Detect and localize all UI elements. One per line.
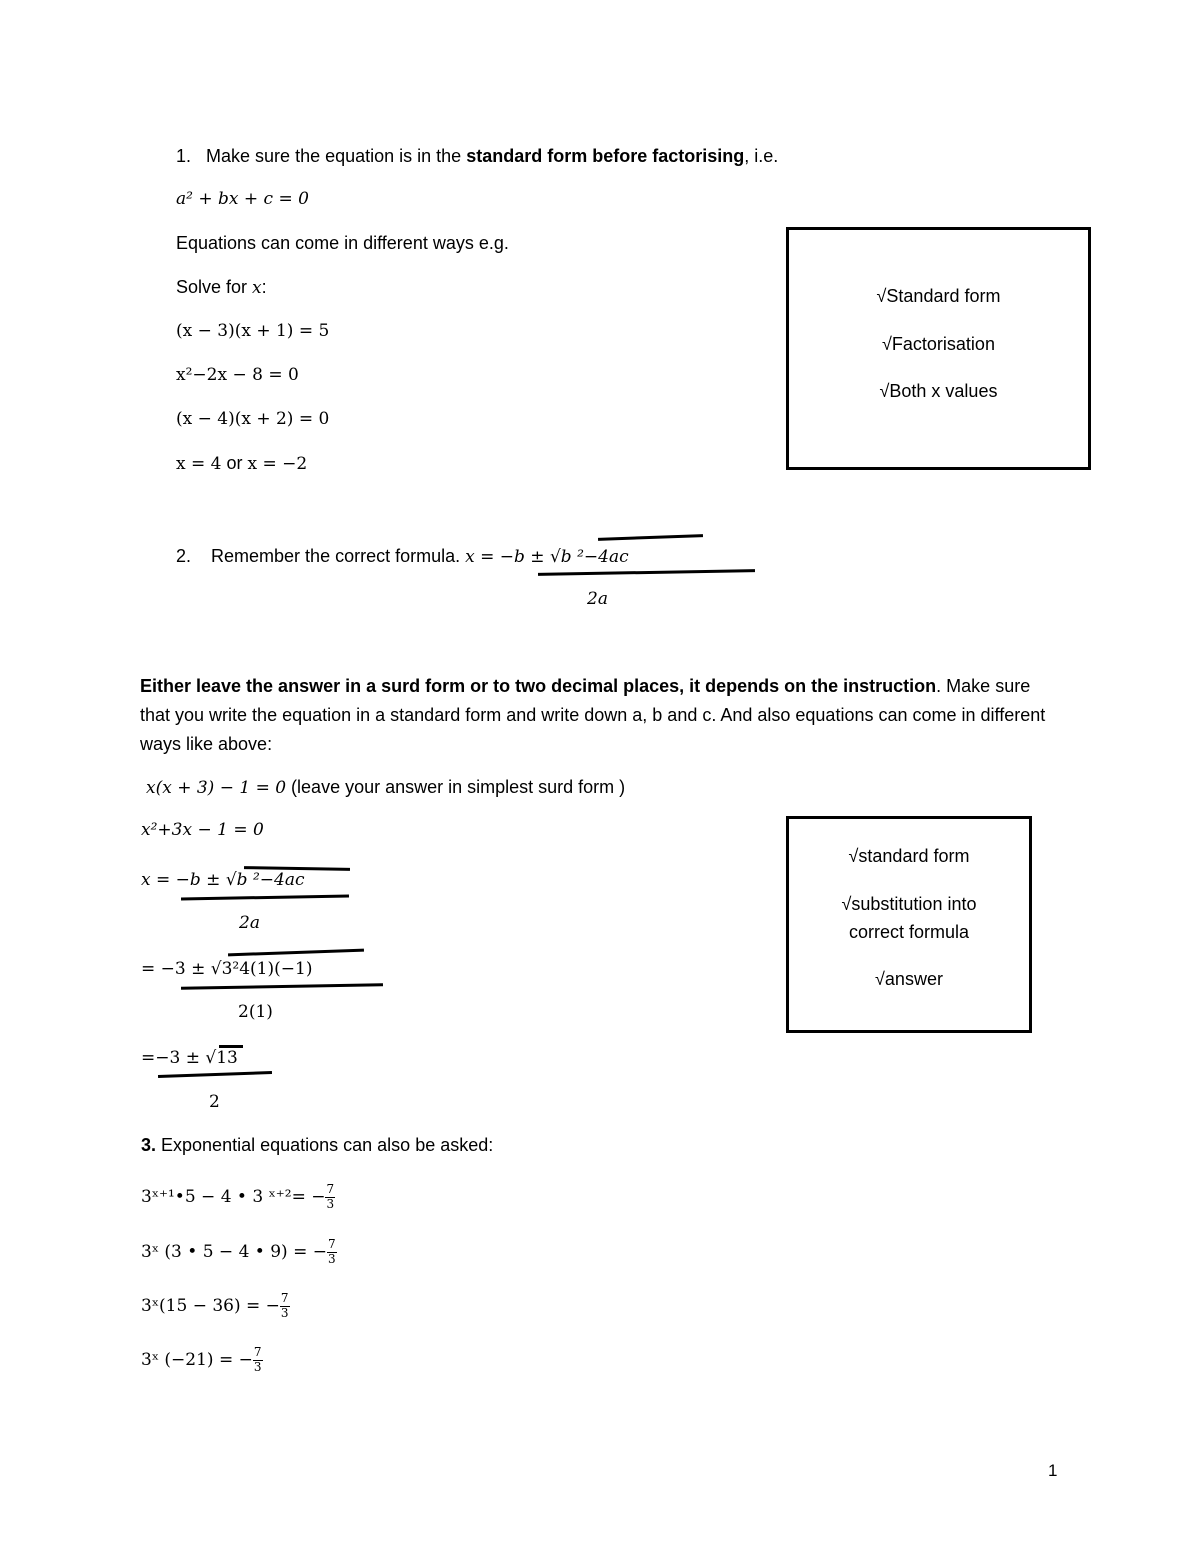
check-standard-form-2: √standard form (848, 846, 970, 866)
instruction-bold: Either leave the answer in a surd form or to two decimal places, it depends on the instruction (140, 676, 937, 696)
example-note: (leave your answer in simplest surd form ) (286, 777, 626, 797)
solve-var: x (252, 278, 262, 298)
exp-lhs: 3ˣ (3 • 5 − 4 • 9) = − (141, 1241, 327, 1262)
fraction-den: 3 (280, 1305, 289, 1320)
item-3-number: 3. (141, 1135, 157, 1155)
item-1-number: 1. (176, 146, 192, 166)
solve-for-label (176, 277, 267, 299)
formula-radicand: b ²−4ac (560, 547, 629, 567)
standard-form-equation: a² + bx + c = 0 (176, 189, 309, 209)
sub-denominator: 2(1) (238, 1002, 273, 1022)
exp-line-4 (141, 1346, 263, 1375)
item-3-text: Exponential equations can also be asked: (156, 1135, 494, 1155)
checklist-box-2 (786, 816, 1032, 1033)
exp-lhs: 3ˣ⁺¹•5 − 4 • 3 ˣ⁺²= − (141, 1186, 326, 1207)
fraction (280, 1292, 290, 1321)
solve-colon: : (261, 277, 267, 297)
check-standard-form: √Standard form (876, 286, 1001, 306)
intro-text: Make sure the equation is in the (206, 146, 467, 166)
fraction (253, 1346, 263, 1375)
check-correct-formula: correct formula (848, 922, 970, 942)
ans-lhs: =−3 ± √ (141, 1048, 217, 1068)
fraction-num: 7 (326, 1182, 335, 1196)
checklist-box-1 (786, 227, 1091, 470)
sub-radicand: 3²4(1)(−1) (221, 959, 313, 979)
ans-fraction-bar (158, 1071, 272, 1078)
check-factorisation: √Factorisation (882, 334, 995, 354)
answer-or: or (221, 453, 248, 473)
fraction-num: 7 (327, 1237, 336, 1251)
fraction-den: 3 (326, 1196, 335, 1211)
quad-radicand: b ²−4ac (236, 870, 305, 890)
ans-radical-bar (219, 1045, 243, 1048)
substitution-numerator (141, 958, 312, 980)
item-2-number: 2. (176, 546, 192, 566)
answer-numerator (141, 1047, 238, 1069)
step-2: x²−2x − 8 = 0 (176, 365, 299, 385)
ans-radicand: 13 (216, 1048, 238, 1068)
page-number: 1 (1048, 1461, 1058, 1480)
step-3: (x − 4)(x + 2) = 0 (176, 409, 330, 429)
fraction-den: 3 (327, 1251, 336, 1266)
formula-denominator: 2a (587, 589, 608, 609)
fraction (325, 1183, 335, 1212)
exp-line-1 (141, 1183, 335, 1212)
quadratic-formula-numerator (141, 869, 304, 891)
fraction-den: 3 (253, 1359, 262, 1374)
instruction-paragraph (140, 672, 1060, 759)
instruction-rest: . Make sure that you write the equation in a standard form and write down a, b and c. And also equations can come in different ways like above: (140, 676, 1046, 754)
exp-lhs: 3ˣ(15 − 36) = − (141, 1295, 280, 1316)
item-2-formula (176, 546, 629, 568)
check-both-x-values: √Both x values (879, 381, 998, 401)
remember-text: Remember the correct formula. (211, 546, 466, 566)
fraction-num: 7 (253, 1345, 262, 1359)
check-substitution: √substitution into (841, 894, 977, 914)
check-answer: √answer (875, 969, 943, 989)
exp-line-2 (141, 1238, 337, 1267)
item-3-heading (141, 1135, 493, 1157)
different-ways-text: Equations can come in different ways e.g. (176, 233, 509, 253)
example-lhs: x(x + 3) − 1 = 0 (146, 778, 287, 798)
example-standard: x²+3x − 1 = 0 (141, 820, 264, 840)
solve-text: Solve for (176, 277, 253, 297)
step-answer (176, 453, 307, 475)
fraction-num: 7 (280, 1291, 289, 1305)
sub-fraction-bar (181, 983, 383, 990)
example-equation (146, 777, 625, 799)
sub-radical-bar (228, 949, 364, 957)
answer-a: x = 4 (176, 454, 222, 474)
quad-fraction-bar (181, 895, 349, 901)
quad-denominator: 2a (239, 913, 260, 933)
step-1: (x − 3)(x + 1) = 5 (176, 321, 330, 341)
sub-lhs: = −3 ± √ (141, 959, 222, 979)
answer-b: x = −2 (247, 454, 308, 474)
intro-tail: , i.e. (744, 146, 779, 166)
ans-denominator: 2 (209, 1092, 220, 1112)
exp-line-3 (141, 1292, 290, 1321)
exp-lhs: 3ˣ (−21) = − (141, 1349, 253, 1370)
item-1-intro (176, 146, 778, 168)
fraction (327, 1238, 337, 1267)
radical-bar (598, 534, 703, 541)
quad-lhs: x = −b ± √ (141, 870, 237, 890)
formula-lhs: x = −b ± √ (465, 547, 561, 567)
fraction-bar (538, 569, 755, 576)
intro-bold: standard form before factorising (466, 146, 745, 166)
